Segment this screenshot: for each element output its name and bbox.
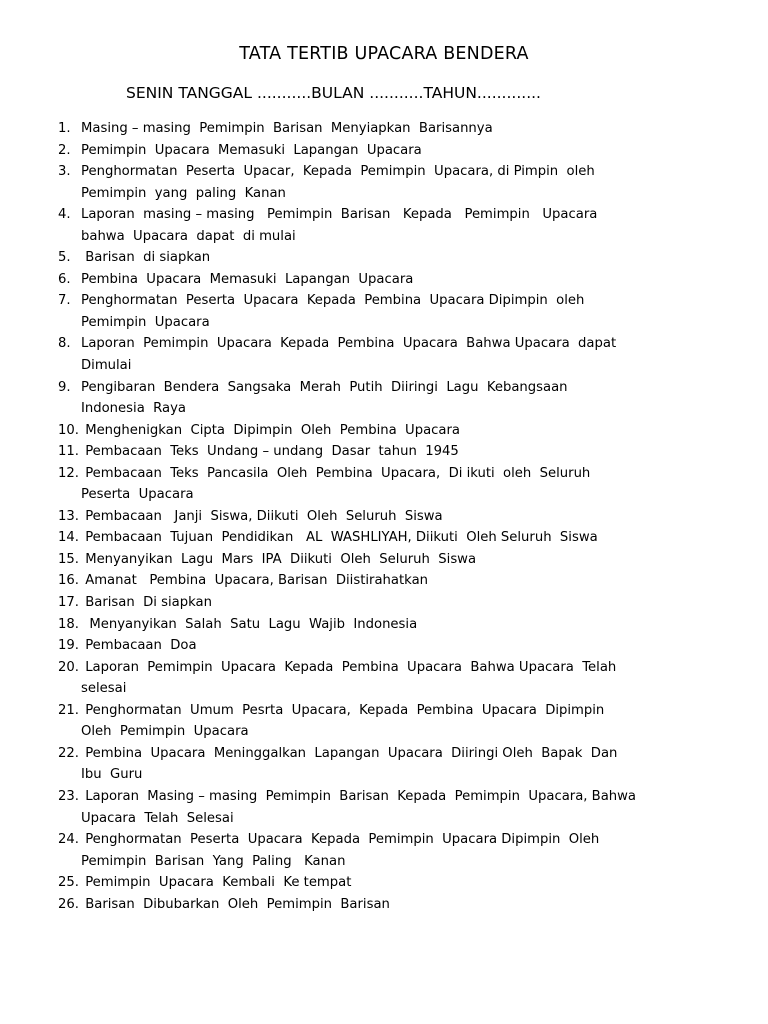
list-item [58, 269, 748, 291]
list-item [58, 463, 748, 506]
list-item-number: 15. [58, 551, 79, 567]
list-item [58, 657, 748, 700]
list-item-number: 10. [58, 422, 79, 438]
list-item-text: Laporan Pemimpin Upacara Kepada Pembina Upacara Bahwa Upacara dapat [81, 336, 617, 352]
list-item-text: Amanat Pembina Upacara, Barisan Diistirahatkan [81, 573, 429, 589]
list-item-number: 12. [58, 465, 79, 481]
list-item-number: 8. [58, 336, 71, 352]
list-item [58, 592, 748, 614]
list-item-text: Penghormatan Peserta Upacara Kepada Pembina Upacara Dipimpin oleh [81, 293, 585, 309]
list-item-number: 26. [58, 896, 79, 912]
list-item-text: Penghormatan Peserta Upacara Kepada Pemimpin Upacara Dipimpin Oleh [81, 832, 600, 848]
list-item [58, 527, 748, 549]
list-item-text: Pengibaran Bendera Sangsaka Merah Putih Diiringi Lagu Kebangsaan [81, 379, 568, 395]
list-item [58, 290, 748, 333]
list-item-number: 9. [58, 379, 71, 395]
list-item-text: Pembina Upacara Meninggalkan Lapangan Upacara Diiringi Oleh Bapak Dan [81, 745, 618, 761]
list-item [58, 872, 748, 894]
list-item-text: Penghormatan Umum Pesrta Upacara, Kepada Pembina Upacara Dipimpin [81, 702, 605, 718]
list-item-number: 23. [58, 788, 79, 804]
list-item-number: 17. [58, 595, 79, 611]
list-item-text: Pembacaan Teks Undang – undang Dasar tahun 1945 [81, 444, 459, 460]
list-item-text: selesai [81, 681, 127, 697]
document-subtitle: SENIN TANGGAL ...........BULAN ...........TAHUN............. [126, 84, 541, 102]
list-item [58, 118, 748, 140]
list-item-text: Barisan di siapkan [81, 250, 211, 266]
list-item [58, 204, 748, 247]
list-item-text: Pemimpin Barisan Yang Paling Kanan [81, 853, 346, 869]
list-item-text: Pemimpin Upacara Memasuki Lapangan Upacara [81, 142, 422, 158]
list-item [58, 700, 748, 743]
list-item-text: Pembacaan Tujuan Pendidikan AL WASHLIYAH, Diikuti Oleh Seluruh Siswa [81, 530, 598, 546]
list-item [58, 635, 748, 657]
list-item [58, 247, 748, 269]
list-item-text: Pemimpin yang paling Kanan [81, 185, 286, 201]
list-item-number: 24. [58, 832, 79, 848]
list-item [58, 786, 748, 829]
list-item-text: Masing – masing Pemimpin Barisan Menyiapkan Barisannya [81, 121, 493, 136]
list-item-number: 21. [58, 702, 79, 718]
ceremony-order-list [58, 118, 748, 915]
list-item-text: Dimulai [81, 358, 132, 374]
list-item-text: Laporan masing – masing Pemimpin Barisan Kepada Pemimpin Upacara [81, 207, 598, 223]
list-item-number: 2. [58, 142, 71, 158]
list-item-text: Menyanyikan Lagu Mars IPA Diikuti Oleh Seluruh Siswa [81, 551, 477, 567]
list-item-number: 11. [58, 444, 79, 460]
list-item [58, 140, 748, 162]
list-item [58, 377, 748, 420]
list-item-text: Peserta Upacara [81, 487, 194, 503]
list-item-text: Barisan Di siapkan [81, 595, 212, 611]
list-item-number: 5. [58, 250, 71, 266]
list-item [58, 420, 748, 442]
list-item [58, 161, 748, 204]
list-item-number: 18. [58, 616, 79, 632]
list-item-number: 14. [58, 530, 79, 546]
list-item-number: 22. [58, 745, 79, 761]
list-item-number: 19. [58, 638, 79, 654]
list-item-text: Menghenigkan Cipta Dipimpin Oleh Pembina Upacara [81, 422, 460, 438]
list-item-text: bahwa Upacara dapat di mulai [81, 228, 296, 244]
list-item-text: Laporan Masing – masing Pemimpin Barisan Kepada Pemimpin Upacara, Bahwa [81, 788, 637, 804]
list-item-number: 25. [58, 875, 79, 891]
list-item-text: Penghormatan Peserta Upacar, Kepada Pemimpin Upacara, di Pimpin oleh [81, 164, 595, 180]
list-item [58, 614, 748, 636]
list-item [58, 441, 748, 463]
list-item [58, 829, 748, 872]
list-item [58, 743, 748, 786]
list-item-text: Pemimpin Upacara Kembali Ke tempat [81, 875, 352, 891]
list-item-text: Upacara Telah Selesai [81, 810, 234, 826]
list-item-number: 16. [58, 573, 79, 589]
list-item-text: Pemimpin Upacara [81, 314, 210, 330]
list-item-text: Menyanyikan Salah Satu Lagu Wajib Indonesia [81, 616, 418, 632]
list-item-number: 4. [58, 207, 71, 223]
list-item [58, 570, 748, 592]
list-item-number: 13. [58, 508, 79, 524]
list-item-text: Pembacaan Janji Siswa, Diikuti Oleh Seluruh Siswa [81, 508, 443, 524]
list-item-number: 3. [58, 164, 71, 180]
list-item [58, 333, 748, 376]
list-item-text: Oleh Pemimpin Upacara [81, 724, 249, 740]
list-item-number: 6. [58, 271, 71, 287]
list-item-number: 20. [58, 659, 79, 675]
list-item-text: Pembacaan Doa [81, 638, 197, 654]
list-item-text: Barisan Dibubarkan Oleh Pemimpin Barisan [81, 896, 390, 912]
list-item [58, 506, 748, 528]
list-item-number: 7. [58, 293, 71, 309]
list-item [58, 894, 748, 916]
document-title: TATA TERTIB UPACARA BENDERA [239, 44, 529, 64]
list-item-text: Pembina Upacara Memasuki Lapangan Upacara [81, 271, 414, 287]
list-item-text: Ibu Guru [81, 767, 143, 783]
list-item-text: Indonesia Raya [81, 401, 186, 417]
list-item-number: 1. [58, 121, 71, 136]
list-item-text: Laporan Pemimpin Upacara Kepada Pembina Upacara Bahwa Upacara Telah [81, 659, 617, 675]
list-item [58, 549, 748, 571]
list-item-text: Pembacaan Teks Pancasila Oleh Pembina Upacara, Di ikuti oleh Seluruh [81, 465, 591, 481]
